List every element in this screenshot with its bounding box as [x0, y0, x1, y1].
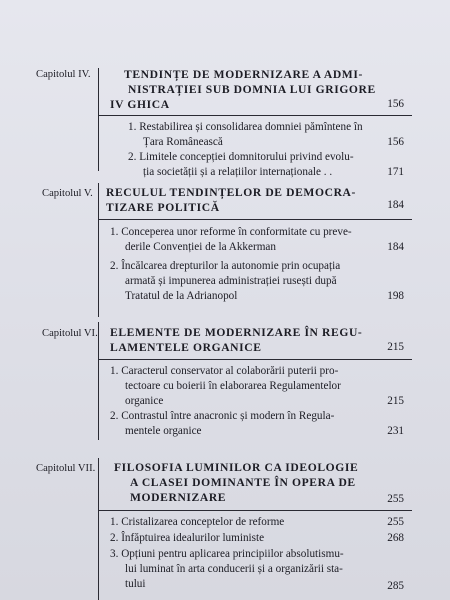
page-number: 285: [387, 580, 404, 592]
chapter-bracket: [98, 322, 99, 440]
section-title: 2. Contrastul între anacronic și modern în Regula-: [110, 410, 335, 422]
section-title: 2. Înfăptuirea idealurilor luministe: [110, 532, 265, 544]
chapter-title: MODERNIZARE: [130, 491, 227, 504]
divider: [98, 219, 412, 220]
section-title: lui luminat în arta conducerii și a organizării sta-: [125, 563, 343, 575]
divider: [98, 115, 412, 116]
section-title: 3. Opțiuni pentru aplicarea principiilor absolutismu-: [110, 548, 344, 560]
page-number: 171: [387, 166, 404, 178]
chapter-title: A CLASEI DOMINANTE ÎN OPERA DE: [130, 476, 356, 489]
chapter-title: NISTRAȚIEI SUB DOMNIA LUI GRIGORE: [128, 83, 376, 96]
page-number: 184: [387, 199, 404, 211]
section-title: 1. Cristalizarea conceptelor de reforme: [110, 516, 285, 528]
page-number: 156: [387, 98, 404, 110]
section-title: derile Convenției de la Akkerman: [125, 241, 276, 253]
section-title: mentele organice: [125, 425, 202, 437]
chapter-bracket: [98, 458, 99, 600]
chapter-bracket: [98, 183, 99, 317]
chapter-title: TENDINȚE DE MODERNIZARE A ADMI-: [124, 68, 363, 81]
chapter-bracket: [98, 68, 99, 171]
section-title: Tratatul de la Adrianopol: [125, 290, 238, 302]
page-number: 198: [387, 290, 404, 302]
page-number: 184: [387, 241, 404, 253]
section-title: tectoare cu boierii în elaborarea Regulamentelor: [125, 380, 341, 392]
chapter-title: IV GHICA: [110, 98, 170, 111]
chapter-prefix: Capitolul VI.: [42, 328, 98, 339]
divider: [98, 359, 412, 360]
section-title: 1. Caracterul conservator al colaborării puterii pro-: [110, 365, 339, 377]
section-title: armată și impunerea administrației rusești după: [125, 275, 337, 287]
chapter-prefix: Capitolul IV.: [36, 69, 91, 80]
page-number: 215: [387, 341, 404, 353]
section-title: Țara Românească: [143, 136, 223, 148]
page-number: 156: [387, 136, 404, 148]
page-number: 268: [387, 532, 404, 544]
section-title: 2. Încălcarea drepturilor la autonomie prin ocupația: [110, 260, 341, 272]
section-title: ția societății și a relațiilor internaționale . .: [143, 166, 333, 178]
section-title: tului: [125, 578, 146, 590]
section-title: 1. Conceperea unor reforme în conformitate cu preve-: [110, 226, 352, 238]
section-title: 1. Restabilirea și consolidarea domniei pămîntene în: [128, 121, 363, 133]
section-title: 2. Limitele concepției domnitorului privind evolu-: [128, 151, 354, 163]
page-number: 255: [387, 516, 404, 528]
page-number: 255: [387, 493, 404, 505]
chapter-title: ELEMENTE DE MODERNIZARE ÎN REGU-: [110, 326, 363, 339]
page-number: 231: [387, 425, 404, 437]
section-title: organice: [125, 395, 164, 407]
divider: [98, 510, 412, 511]
chapter-prefix: Capitolul VII.: [36, 463, 96, 474]
chapter-title: FILOSOFIA LUMINILOR CA IDEOLOGIE: [114, 461, 359, 474]
chapter-prefix: Capitolul V.: [42, 188, 93, 199]
page-number: 215: [387, 395, 404, 407]
chapter-title: RECULUL TENDINȚELOR DE DEMOCRA-: [106, 186, 356, 199]
chapter-title: TIZARE POLITICĂ: [106, 201, 220, 214]
chapter-title: LAMENTELE ORGANICE: [110, 341, 262, 354]
